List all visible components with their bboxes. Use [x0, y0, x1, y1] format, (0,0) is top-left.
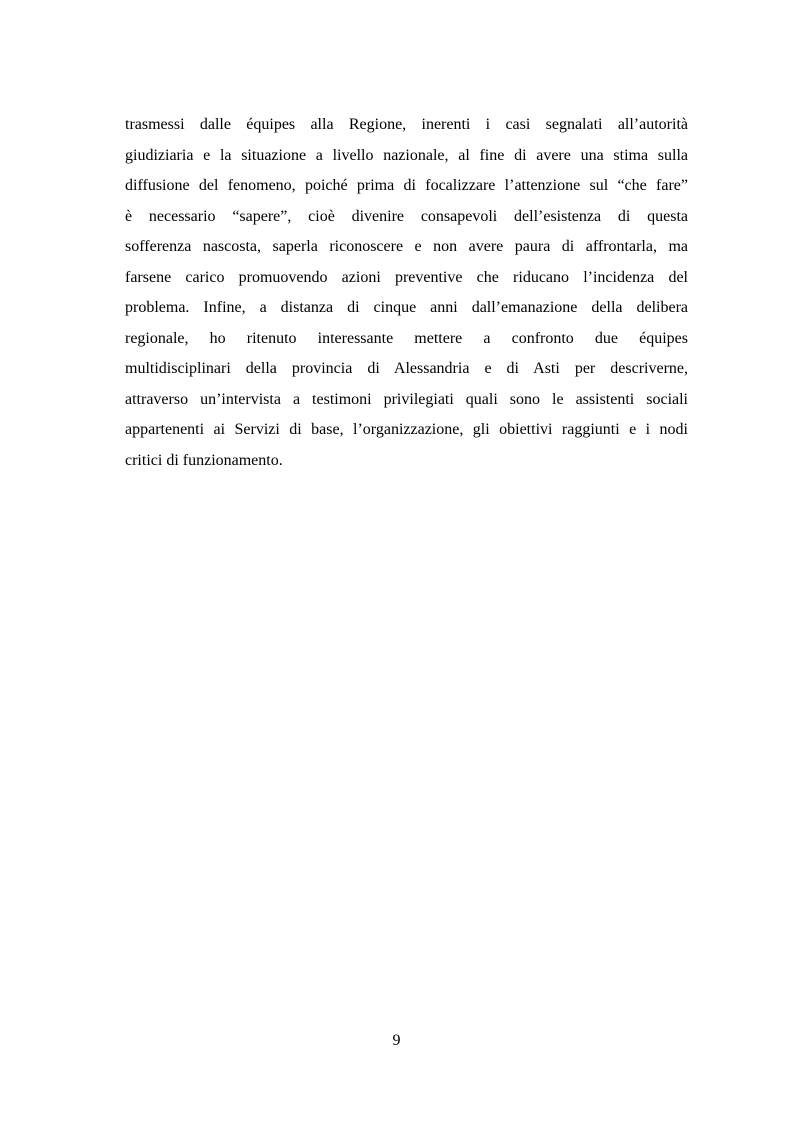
paragraph-line: trasmessi dalle équipes alla Regione, inerenti i casi segnalati all’autorità	[125, 116, 688, 133]
paragraph-line: sofferenza nascosta, saperla riconoscere e non avere paura di affrontarla, ma	[125, 238, 688, 255]
paragraph-line: problema. Infine, a distanza di cinque anni dall’emanazione della delibera	[125, 299, 688, 316]
paragraph-line: regionale, ho ritenuto interessante mettere a confronto due équipes	[125, 329, 688, 347]
paragraph-line: appartenenti ai Servizi di base, l’organizzazione, gli obiettivi raggiunti e i nodi	[125, 421, 688, 438]
paragraph-line: multidisciplinari della provincia di Alessandria e di Asti per descriverne,	[125, 360, 688, 377]
body-paragraph	[125, 110, 688, 476]
paragraph-line: attraverso un’intervista a testimoni privilegiati quali sono le assistenti sociali	[125, 390, 688, 408]
paragraph-line: farsene carico promuovendo azioni preventive che riducano l’incidenza del	[125, 268, 688, 286]
paragraph-line: critici di funzionamento.	[125, 451, 283, 469]
paragraph-line: giudiziaria e la situazione a livello nazionale, al fine di avere una stima sulla	[125, 146, 688, 164]
page-number: 9	[392, 1032, 401, 1049]
paragraph-line: è necessario “sapere”, cioè divenire consapevoli dell’esistenza di questa	[125, 207, 688, 225]
paragraph-line: diffusione del fenomeno, poiché prima di focalizzare l’attenzione sul “che fare”	[125, 177, 688, 194]
